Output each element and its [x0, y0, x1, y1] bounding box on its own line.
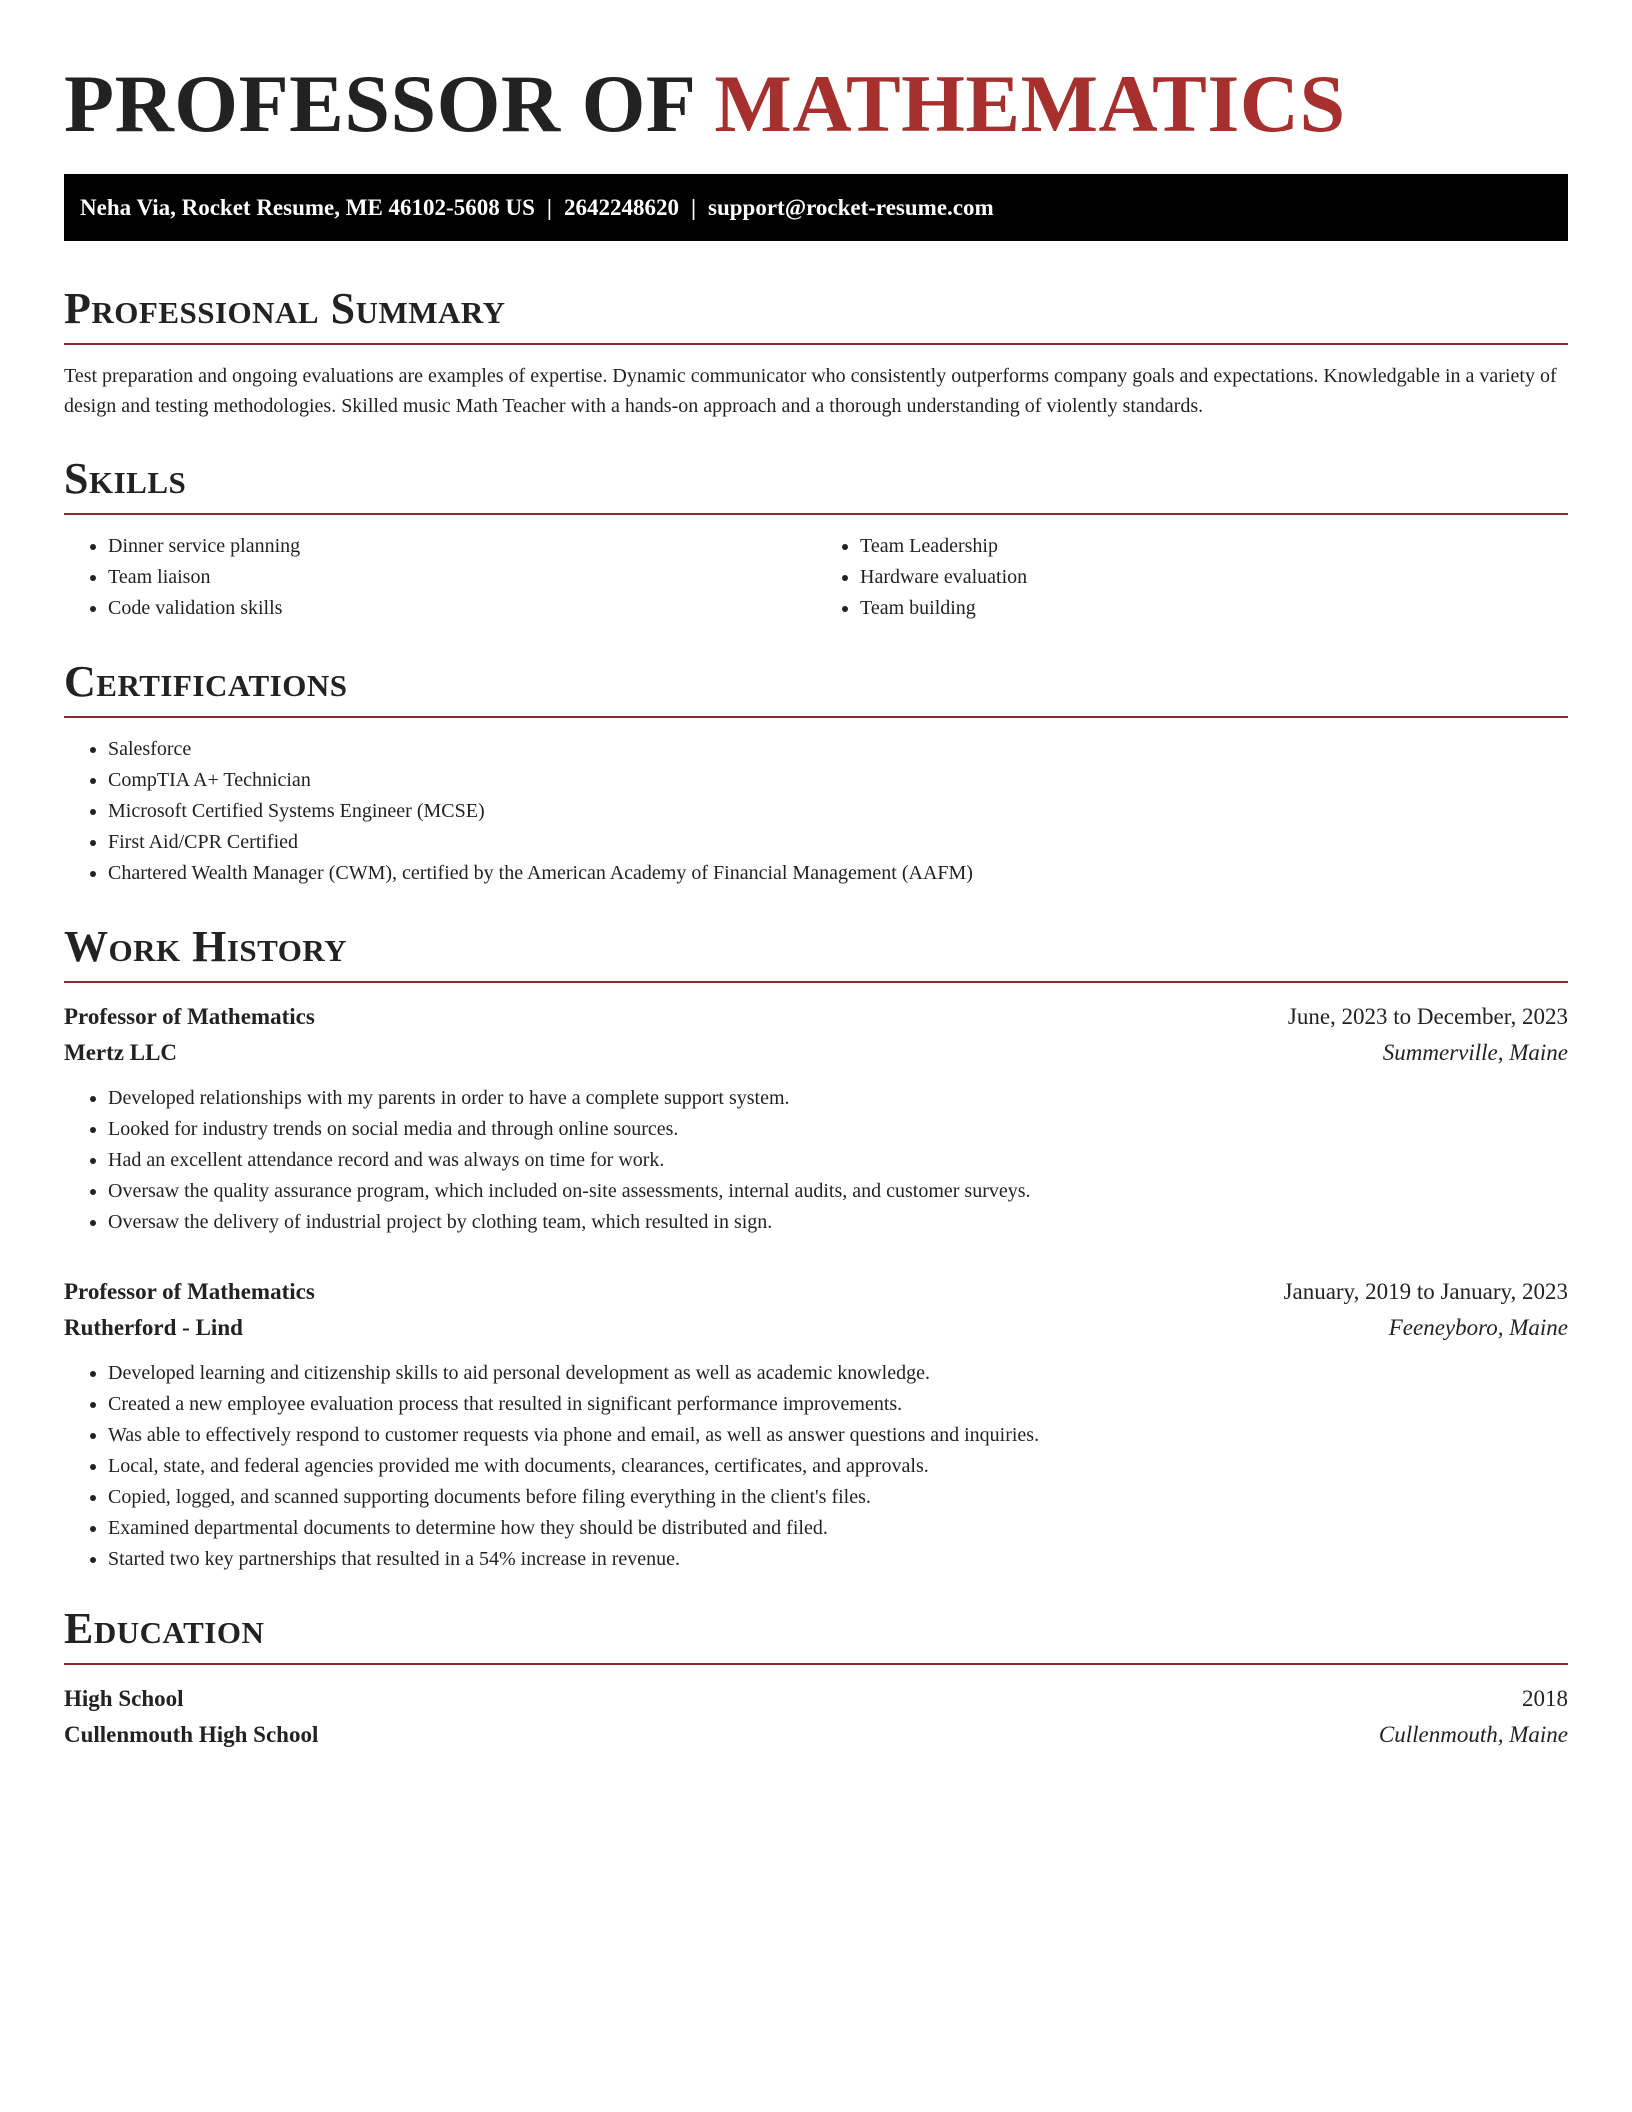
skill-item: • Dinner service planning — [108, 531, 816, 562]
job-company: Mertz LLC — [64, 1040, 178, 1065]
job-company-row — [64, 1035, 1568, 1071]
contact-phone: 2642248620 — [563, 195, 679, 220]
summary-text: Test preparation and ongoing evaluations are examples of expertise. Dynamic communicator who consistently outperforms company goals and expectations. Knowledgable in a variety of design and testing methodologies. Skilled music Math Teacher with a hands-on approach and a thorough understanding of violently standards. — [64, 365, 1557, 417]
job-bullet: • Developed relationships with my parents in order to have a complete support system. — [108, 1083, 1568, 1114]
job-bullet: • Started two key partnerships that resulted in a 54% increase in revenue. — [108, 1544, 1568, 1575]
section-heading-education: Education — [64, 1605, 1568, 1665]
job-header-row — [64, 999, 1568, 1035]
contact-email: support@rocket-resume.com — [708, 195, 994, 220]
education-section — [64, 1605, 1568, 1753]
job-bullet: • Oversaw the delivery of industrial project by clothing team, which resulted in sign. — [108, 1207, 1568, 1238]
job-company-row — [64, 1310, 1568, 1346]
job-company: Rutherford - Lind — [64, 1315, 243, 1340]
job-bullet: • Local, state, and federal agencies provided me with documents, clearances, certificates, and approvals. — [108, 1451, 1568, 1482]
skills-columns — [64, 515, 1568, 624]
section-heading-work-history: Work History — [64, 923, 1568, 983]
section-heading-certifications: Certifications — [64, 658, 1568, 718]
job-header-row — [64, 1274, 1568, 1310]
skills-list-right — [816, 531, 1568, 624]
job-title: Professor of Mathematics — [64, 1279, 315, 1304]
summary-section — [64, 285, 1568, 421]
job-bullet: • Had an excellent attendance record and was always on time for work. — [108, 1145, 1568, 1176]
education-location: Cullenmouth, Maine — [1378, 1722, 1568, 1747]
job-bullet: • Examined departmental documents to determine how they should be distributed and filed. — [108, 1513, 1568, 1544]
job-bullet: • Copied, logged, and scanned supporting documents before filing everything in the client's files. — [108, 1482, 1568, 1513]
job-dates: June, 2023 to December, 2023 — [1287, 1004, 1568, 1029]
job-bullets — [64, 1358, 1568, 1575]
resume-title — [64, 54, 1568, 154]
contact-separator: | — [690, 195, 697, 220]
title-part-1: PROFESSOR OF — [64, 58, 694, 149]
certification-item: • First Aid/CPR Certified — [108, 827, 1568, 858]
contact-address: Neha Via, Rocket Resume, ME 46102-5608 US — [80, 195, 535, 220]
certification-item: • Chartered Wealth Manager (CWM), certified by the American Academy of Financial Management (AAFM) — [108, 858, 1568, 889]
certification-item: • Microsoft Certified Systems Engineer (MCSE) — [108, 796, 1568, 827]
job-title: Professor of Mathematics — [64, 1004, 315, 1029]
contact-bar — [64, 174, 1568, 241]
job-bullets — [64, 1083, 1568, 1238]
skill-item: • Hardware evaluation — [860, 562, 1568, 593]
contact-separator: | — [546, 195, 552, 220]
section-heading-skills: Skills — [64, 455, 1568, 515]
certification-item: • CompTIA A+ Technician — [108, 765, 1568, 796]
section-heading-summary: Professional Summary — [64, 285, 1568, 345]
education-school-row — [64, 1717, 1568, 1753]
education-header-row — [64, 1681, 1568, 1717]
skill-item: • Team building — [860, 593, 1568, 624]
title-part-2: MATHEMATICS — [714, 58, 1346, 149]
job-entry — [64, 999, 1568, 1238]
education-year: 2018 — [1522, 1686, 1568, 1711]
certifications-list — [64, 734, 1568, 889]
work-history-section — [64, 923, 1568, 1575]
certification-item: • Salesforce — [108, 734, 1568, 765]
education-school: Cullenmouth High School — [64, 1722, 319, 1747]
job-location: Feeneyboro, Maine — [1388, 1315, 1568, 1340]
job-bullet: • Created a new employee evaluation process that resulted in significant performance improvements. — [108, 1389, 1568, 1420]
education-entry — [64, 1681, 1568, 1753]
job-bullet: • Oversaw the quality assurance program, which included on-site assessments, internal audits, and customer surveys. — [108, 1176, 1568, 1207]
skill-item: • Team liaison — [108, 562, 816, 593]
job-bullet: • Was able to effectively respond to customer requests via phone and email, as well as answer questions and inquiries. — [108, 1420, 1568, 1451]
job-dates: January, 2019 to January, 2023 — [1283, 1279, 1568, 1304]
skill-item: • Code validation skills — [108, 593, 816, 624]
job-entry — [64, 1274, 1568, 1575]
skill-item: • Team Leadership — [860, 531, 1568, 562]
skills-section — [64, 455, 1568, 624]
job-bullet: • Looked for industry trends on social media and through online sources. — [108, 1114, 1568, 1145]
job-location: Summerville, Maine — [1382, 1040, 1568, 1065]
certifications-section — [64, 658, 1568, 889]
education-degree: High School — [64, 1686, 184, 1711]
skills-list-left — [64, 531, 816, 624]
job-bullet: • Developed learning and citizenship skills to aid personal development as well as academic knowledge. — [108, 1358, 1568, 1389]
